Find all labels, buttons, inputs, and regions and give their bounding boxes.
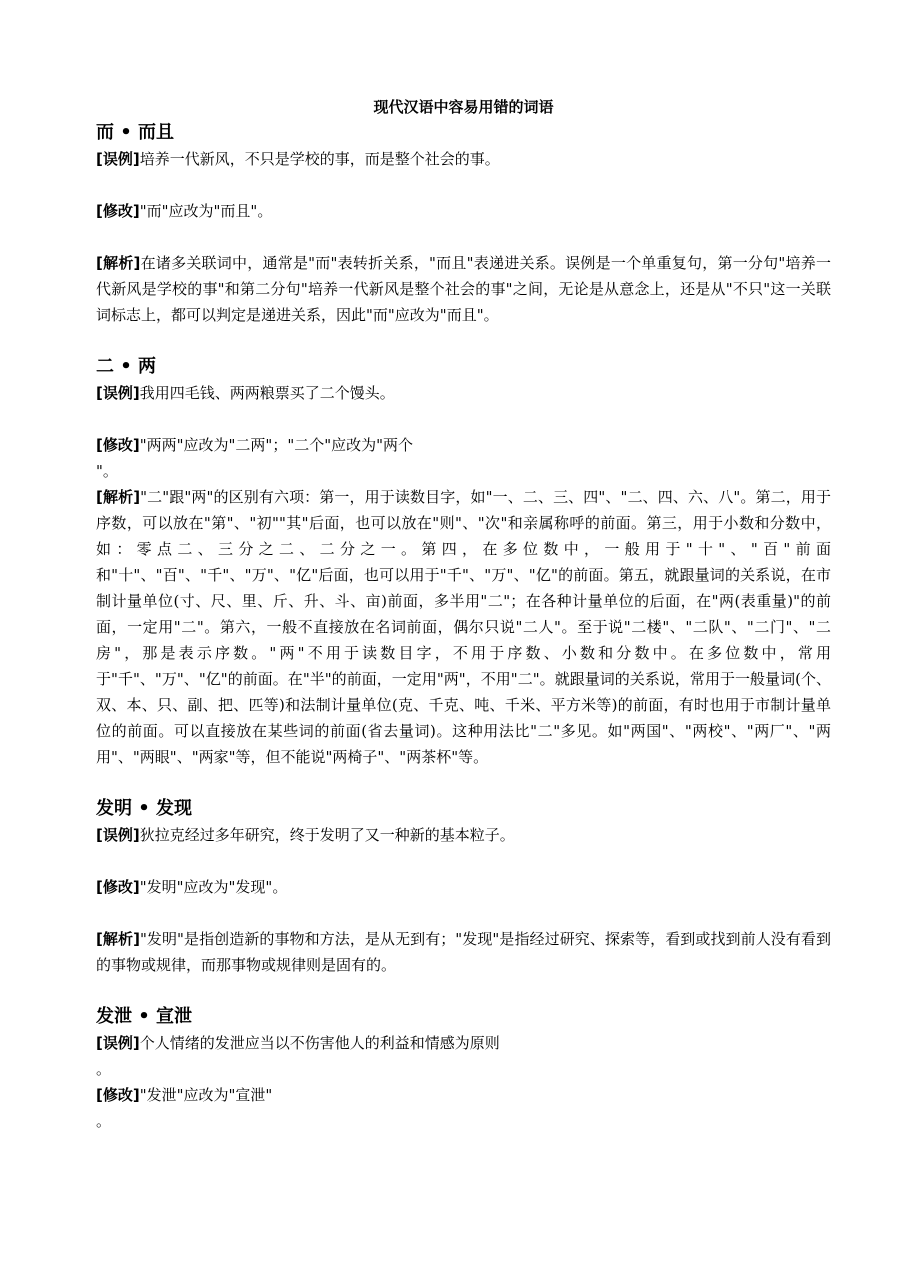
fix-tag: [修改] xyxy=(96,1086,140,1104)
example-text: 我用四毛钱、两两粮票买了二个馒头。 xyxy=(139,384,395,402)
analysis-paragraph xyxy=(96,250,831,328)
fix-text-tail: "。 xyxy=(96,462,118,480)
example-tag: [误例] xyxy=(96,826,140,844)
entry-section xyxy=(96,1004,831,1134)
document-page xyxy=(96,96,831,1134)
entry-section xyxy=(96,796,831,1004)
fix-text-tail: 。 xyxy=(96,1112,112,1130)
analysis-paragraph xyxy=(96,484,831,770)
entry-heading: 发明 • 发现 xyxy=(96,798,193,819)
analysis-text: "二"跟"两"的区别有六项：第一，用于读数目字，如"一、二、三、四"、"二、四、六、八"。第二，用于序数，可以放在"第"、"初""其"后面，也可以放在"则"、"次"和亲属称呼的前面。第三，用于小数和分数中，如：零点二、三分之二、二分之一。第四，在多位数中，一般用于"十"、"百"前面和"十"、"百"、"千"、"万"、"亿"后面，也可以用于"千"、"万"、"亿"的前面。第五，就跟量词的关系说，在市制计量单位(寸、尺、里、斤、升、斗、亩)前面，多半用"二"；在各种计量单位的后面，在"两(表重量)"的前面，一定用"二"。第六，一般不直接放在名词前面，偶尔只说"二人"。至于说"二楼"、"二队"、"二门"、"二房"，那是表示序数。"两"不用于读数目字，不用于序数、小数和分数中。在多位数中，常用于"千"、"万"、"亿"的前面。在"半"的前面，一定用"两"，不用"二"。就跟量词的关系说，常用于一般量词(个、双、本、只、副、把、匹等)和法制计量单位(克、千克、吨、千米、平方米等)的前面，有时也用于市制计量单位的前面。可以直接放在某些词的前面(省去量词)。这种用法比"二"多见。如"两国"、"两校"、"两厂"、"两用"、"两眼"、"两家"等，但不能说"两椅子"、"两茶杯"等。 xyxy=(96,488,831,766)
example-tag: [误例] xyxy=(96,150,140,168)
fix-tag: [修改] xyxy=(96,202,140,220)
analysis-tag: [解析] xyxy=(96,930,140,948)
example-text: 培养一代新风，不只是学校的事，而是整个社会的事。 xyxy=(139,150,500,168)
example-paragraph xyxy=(96,822,831,848)
fix-tag: [修改] xyxy=(96,436,140,454)
fix-paragraph xyxy=(96,432,831,458)
fix-paragraph xyxy=(96,1082,831,1108)
example-paragraph xyxy=(96,146,831,172)
entry-section xyxy=(96,120,831,354)
fix-paragraph xyxy=(96,874,831,900)
fix-text: "发泄"应改为"宣泄" xyxy=(139,1086,273,1104)
analysis-text: "发明"是指创造新的事物和方法，是从无到有；"发现"是指经过研究、探索等，看到或找到前人没有看到的事物或规律，而那事物或规律则是固有的。 xyxy=(96,930,831,974)
entry-section xyxy=(96,354,831,796)
entry-heading: 而 • 而且 xyxy=(96,122,175,143)
example-paragraph xyxy=(96,1030,831,1056)
analysis-tag: [解析] xyxy=(96,254,141,272)
analysis-tag: [解析] xyxy=(96,488,141,506)
analysis-paragraph xyxy=(96,926,831,978)
entry-heading: 二 • 两 xyxy=(96,356,157,377)
example-tag: [误例] xyxy=(96,1034,140,1052)
document-title: 现代汉语中容易用错的词语 xyxy=(373,98,554,116)
example-text: 狄拉克经过多年研究，终于发明了又一种新的基本粒子。 xyxy=(139,826,515,844)
entry-heading: 发泄 • 宣泄 xyxy=(96,1006,193,1027)
example-paragraph xyxy=(96,380,831,406)
example-text: 个人情绪的发泄应当以不伤害他人的利益和情感为原则 xyxy=(139,1034,500,1052)
fix-text: "发明"应改为"发现"。 xyxy=(139,878,288,896)
fix-paragraph xyxy=(96,198,831,224)
example-tag: [误例] xyxy=(96,384,140,402)
example-text-tail: 。 xyxy=(96,1060,112,1078)
analysis-text: 在诸多关联词中，通常是"而"表转折关系，"而且"表递进关系。误例是一个单重复句，第一分句"培养一代新风是学校的事"和第二分句"培养一代新风是整个社会的事"之间，无论是从意念上，还是从"不只"这一关联词标志上，都可以判定是递进关系，因此"而"应改为"而且"。 xyxy=(96,254,831,324)
fix-tag: [修改] xyxy=(96,878,140,896)
fix-text: "而"应改为"而且"。 xyxy=(139,202,273,220)
fix-text: "两两"应改为"二两"；"二个"应改为"两个 xyxy=(139,436,414,454)
